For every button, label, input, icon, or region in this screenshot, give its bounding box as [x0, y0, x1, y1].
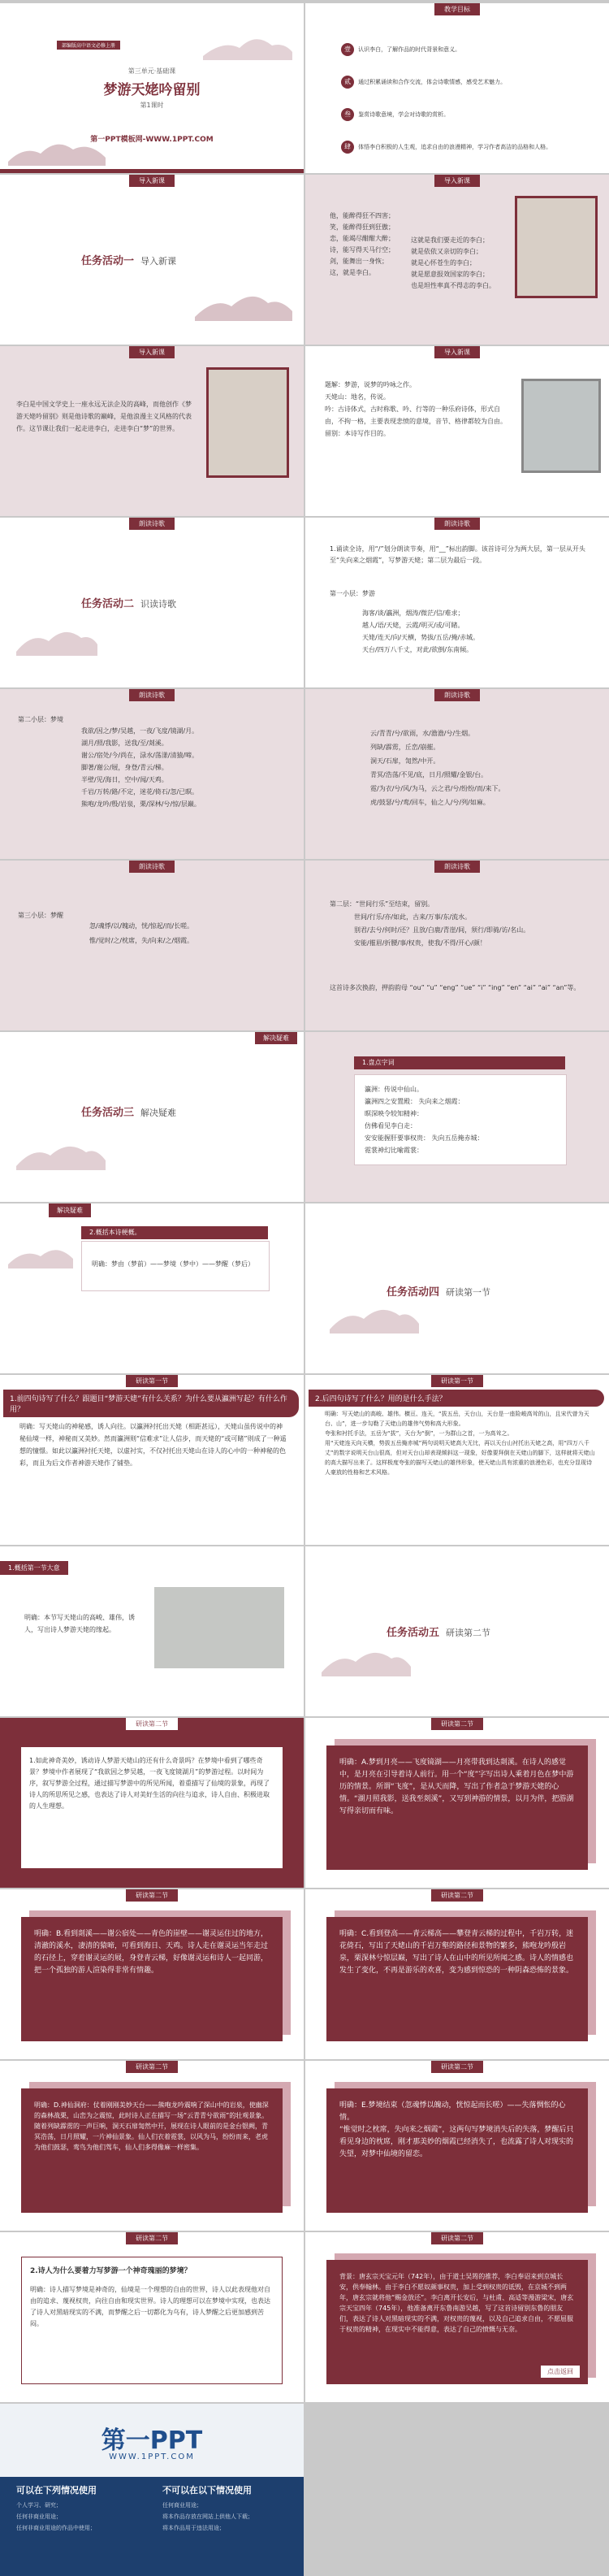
page-subtitle: 第1课时	[140, 102, 164, 109]
reading-lines: 世间/行乐/亦/如此，古来/万事/东/流水。 别君/去兮/何时/还？且放/白鹿/青崖/间，须行/即骑/访/名山。 安能/摧眉/折腰/事/权贵，使我/不得/开心/颜！	[354, 913, 530, 947]
slide-header: 研读第一节	[431, 1375, 483, 1387]
content-card: 2.诗人为什么要着力写梦游一个神奇瑰丽的梦境？ 明确：诗人描写梦境是神奇的，仙境是一个理想的自由的世界，诗人以此表现他对自由的追求、蔑视权贵，向往自由和现实世界。诗人的理想可以在梦境中实现，也表达了诗人对黑暗现实的不满，而梦醒之后一切都化为乌有，诗人梦醒之后更加感到苦闷。	[21, 2257, 283, 2384]
slide-analysis4	[305, 1718, 609, 1888]
slide-analysis2	[305, 1375, 609, 1545]
intro-paragraph: 李白是中国文学史上一座永远无法企及的高峰，而他创作《梦游天姥吟留别》则是他诗歌的巅峰，是他浪漫主义风格的代表作。这节课让我们一起走进李白，走进李白“梦”的世界。	[16, 401, 192, 432]
slide-task4	[305, 1203, 609, 1373]
reading-lines: 云/青青/兮/欲雨，水/澹澹/兮/生烟。 列缺/霹雳，丘峦/崩摧。 洞天/石扉，訇然/中开。 青冥/浩荡/不见/底，日月/照耀/金银/台。 霓/为衣/兮/风/为马，云之君/兮/纷纷/而/来下。 虎/鼓瑟/兮/鸾/回车，仙之人/兮/列/如麻。	[370, 730, 505, 806]
slide-header: 朗读诗歌	[434, 861, 480, 873]
answer-text: 明确：写天姥山的高峻、雄伟。横亘、连天，“拔五岳，天台山，天台是一座险峻高耸的山，且宋代曾为天台、山”，进一步勾勒了天姥山的雄伟气势和高大形象。 夸张和衬托手法，五岳为“拔”，天台为“倒”，一为群山之首，一为高耸之。 用“天姥连天向天横，势拔五岳掩赤城”两句说明天姥高大无比，再以天台山衬托出天姥之高，用“四万八千丈”的数字说明天台山很高，但对天台山却表现倾斜这一现象，好像要拜倒在天姥山的脚下，这样就将天姥山的高大描写出来了。这样极度夸张的描写天姥山的雄伟形象，使天姥山具有浓重的浪漫色彩，也充分显现诗人豪放的性格和艺术风格。	[325, 1411, 595, 1476]
task-title: 任务活动一 导入新课	[81, 255, 177, 267]
reading-lines: 忽/魂悸/以/魄动，恍/惊起/而/长嗟。 惟/觉时/之/枕席，失/向来/之/烟霞。	[89, 922, 194, 944]
question-bar: 2.后四句诗写了什么？用的是什么手法？	[309, 1390, 604, 1407]
slide-header: 教学目标	[434, 3, 480, 15]
slide-analysis3	[0, 1718, 304, 1888]
rhyme-note: 这首诗多次换韵，押韵韵母 “ou” “u” “eng” “ue” “i” “ing” “en” “ai” “ai” “an”等。	[330, 984, 581, 991]
license-panel: 可以在下列情况使用 个人学习、研究； 任何非商业用途； 任何非商业用途的作品中使用； 不可以在以下情况使用 任何商业用途； 将本作品存放在网站上供他人下载； 将本作品用于违法用途；	[0, 2477, 304, 2576]
number-icon: 贰	[341, 76, 354, 89]
slide-header: 导入新课	[129, 175, 175, 187]
slide-header: 解决疑难	[255, 1032, 297, 1044]
section-bar: 2.概括本诗梗概。	[81, 1226, 268, 1239]
main-idea-text: 明确：本节写天姥山的高峻、雄伟，诱人，写出诗人梦游天姥的缘起。	[24, 1614, 135, 1633]
slide-header: 解决疑难	[49, 1203, 91, 1217]
footer-url: 第一PPT模板网-WWW.1PPT.COM	[90, 136, 214, 144]
slide-summary	[0, 1203, 304, 1373]
slide-intro-poem	[305, 175, 609, 345]
content-card: 背景：唐玄宗天宝元年（742年），由于道士吴筠的推荐，李白奉诏来到京城长安，供奉翰林。由于李白不愿奴颜事权贵，加上受到权贵的诋毁，在京城不到两年，唐玄宗就将他“赐金放还”。李白离开长安后，与杜甫、高适等漫游梁宋，唐玄宗天宝四年（745年），他准备离开东鲁南游吴越，写了这首诗留别东鲁的朋友们，表达了诗人对黑暗现实的不满，对权贵的蔑视，以及自己追求自由，不愿屈服于权贵的精神，在现实中不能得意，表达了自己的愤慨与无奈。	[326, 2260, 588, 2384]
slide-intro-text	[0, 346, 304, 516]
number-icon: 叁	[341, 108, 354, 121]
slide-task2	[0, 518, 304, 687]
reading-lines: 海客/谈/瀛洲，烟涛/微茫/信/难求； 越人/语/天姥，云霞/明灭/或/可睹。 天姥/连天/向/天横，势拔/五岳/掩/赤城。 天台/四万八千丈，对此/欲倒/东南倾。	[362, 609, 480, 653]
question-bar: 1.前四句诗写了什么？跟题目“梦游天姥”有什么关系？为什么要从瀛洲写起？有什么作用？	[3, 1390, 299, 1417]
slide-header: 研读第二节	[126, 1889, 178, 1902]
slide-background	[305, 2232, 609, 2402]
slide-reading3	[305, 689, 609, 859]
reading-lines: 我欲/因之/梦/吴越，一夜/飞度/镜湖/月。 湖月/照/我影，送我/至/剡溪。 谢公/宿处/今/尚在，渌水/荡漾/清猿/啼。 脚著/谢公/屐，身登/青云/梯。 半壁/见/海日，空中/闻/天鸡。 千岩/万转/路/不定，迷花/倚石/忽/已暝。 熊咆/龙吟/殷/岩泉，栗/深林/兮/惊/层巅。	[81, 727, 201, 808]
slide-header: 朗读诗歌	[129, 689, 175, 701]
goal-item: 肆 体悟李白积极的人生观，追求自由的浪漫精神，学习作者高洁的品格和人格。	[341, 137, 593, 154]
number-icon: 肆	[341, 141, 354, 154]
answer-text: 明确：写天姥山的神秘感，诱人向往。以瀛洲衬托出天姥（相距甚远），天姥山虽传说中的神秘仙境一样，神秘而又美妙。然而瀛洲则“信难求”让人信步，而天姥的“或可睹”则成了一种遥想的憧憬。如此以瀛洲衬托天姥，以虚衬实，不仅衬托出天姥山在诗人的心中的一种神秘的色彩，而且为后文作者神游天姥作了铺垫。	[19, 1423, 287, 1467]
slide-title	[0, 3, 304, 173]
slide-header: 研读第一节	[126, 1375, 178, 1387]
slide-title-explain	[305, 346, 609, 516]
goal-item: 壹 认识李白，了解作品的时代背景和意义。	[341, 39, 460, 56]
return-button[interactable]: 点击返回	[541, 2366, 580, 2378]
slide-analysis7	[0, 2061, 304, 2231]
slide-analysis1	[0, 1375, 304, 1545]
slide-header: 研读第二节	[126, 2232, 178, 2244]
task-title: 任务活动五 研读第二节	[387, 1627, 491, 1639]
summary-box: 明确：梦由（梦前）——梦境（梦中）——梦醒（梦后）	[81, 1241, 270, 1291]
page-title: 梦游天姥吟留别	[103, 82, 201, 98]
unit-label: 第三单元·基础课	[127, 67, 176, 75]
slide-reading2	[0, 689, 304, 859]
content-card: 明确：A.梦到月亮——飞度镜湖——月亮带我到达剡溪。在诗人的感觉中，是月亮在引导着诗人前行。用一个“度”字写出诗人乘着月色在梦中游历的情景。所谓“飞度”，是从天而降，写出了作者急于梦游天姥的心情。“湖月照我影，送我至剡溪”，又写到神游的情景，以月为伴，把游湖写得亲切而有味。	[326, 1746, 588, 1870]
slide-analysis9	[0, 2232, 304, 2402]
explain-list: 题解：梦游，说梦的吟咏之作。 天姥山：地名，传说。 吟：古诗体式，古时称歌、吟、行等的一种乐府诗体，形式自由，不拘一格，主要表现悲愤的意境，音节、格律都较为自由。 留别：本诗写作目的。	[325, 381, 507, 437]
goal-item: 叁 鉴赏诗歌意境，学会对诗歌的赏析。	[341, 104, 449, 121]
slide-header: 导入新课	[434, 175, 480, 187]
li-bai-portrait	[515, 196, 598, 298]
bottom-stripe	[0, 169, 304, 173]
slide-analysis6	[305, 1889, 609, 2059]
slide-reading4	[0, 861, 304, 1030]
mountain-decoration	[16, 615, 97, 656]
mountain-decoration	[330, 1293, 419, 1334]
slide-reading5	[305, 861, 609, 1030]
reading-sub: 第二小层：梦境	[18, 716, 63, 723]
slide-header: 研读第二节	[126, 2061, 178, 2073]
content-card: 1.如此神奇美妙，诱动诗人梦游天姥山的还有什么奇景吗？在梦境中看到了哪些奇景？梦境中作者展现了“我欲因之梦吴越，一夜飞度镜湖月”的梦游过程。以时间为序，叙写梦游全过程，通过描写梦游中的所见所闻，着重描写了仙境的景象，再现了诗人的所思所见之感，也表达了诗人对美好生活的向往与追求，诗人自由、积极进取的人生理想。	[21, 1747, 283, 1868]
slide-header: 朗读诗歌	[129, 861, 175, 873]
slide-header: 研读第二节	[431, 2232, 483, 2244]
slide-task5	[305, 1546, 609, 1716]
slide-header: 朗读诗歌	[129, 518, 175, 530]
li-bai-portrait	[206, 367, 289, 478]
slide-header: 研读第二节	[431, 2061, 483, 2073]
slide-analysis8	[305, 2061, 609, 2231]
brand-logo: 第一PPT	[101, 2426, 203, 2455]
content-card: 明确：E.梦境结束（忽魂悸以魄动，恍惊起而长嗟）——失落惆怅的心情。 “惟觉时之枕席，失向来之烟霞”，这两句写梦境消失后的失落，梦醒后只看见身边的枕席，刚才那美妙的烟霞已经消失了，也流露了诗人对现实的失望，对梦中仙境的留恋。	[326, 2088, 588, 2213]
landscape-painting	[154, 1587, 284, 1668]
slide-header: 朗读诗歌	[434, 518, 480, 530]
slide-task3	[0, 1032, 304, 1202]
reading-intro: 1.诵读全诗，用“/”划分朗读节奏，用“__”标出韵脚。该首诗可分为两大层，第一层从开头至“失向来之烟霞”，写梦游天姥；第二层为最后一段。	[330, 545, 585, 564]
intro-lines: 他，能醉得狂不四害； 笑，能醉得狂到狂傲； 恋，能竭尽酣酣大醉； 诗，能写得天马行空； 剑，能舞出一身恢； 这，就是李白。	[330, 212, 395, 276]
slide-header: 朗读诗歌	[434, 689, 480, 701]
slide-header: 导入新课	[434, 346, 480, 358]
slide-header: 导入新课	[129, 346, 175, 358]
brand-url: WWW.1PPT.COM	[109, 2452, 195, 2461]
slide-license	[0, 2404, 304, 2576]
slide-header: 研读第二节	[431, 1718, 483, 1730]
mountain-decoration	[16, 1130, 106, 1170]
slide-task1	[0, 175, 304, 345]
goal-item: 贰 通过积累诵读和合作交流，体会诗歌情感，感受艺术魅力。	[341, 72, 506, 89]
content-card: 明确：D.神仙洞府：仗着刚刚美妙天台——熊咆龙吟震响了深山中的岩泉，使幽深的森林战栗，山峦为之震惊，此时诗人正在描写一场“云青青兮欲雨”的壮观景象。随着列缺霹雳的一声巨响，洞天石扉訇然中开，展现在诗人眼前的是金台银阙，青冥浩荡，日月照耀，一片神仙景象。仙人们衣着霓裳，以风为马，纷纷而来，老虎为他们鼓瑟，鸾鸟为他们驾车，仙人们多得像麻一样密集。	[21, 2088, 283, 2213]
reading-sub: 第一小层：梦游	[330, 590, 375, 597]
landscape-painting	[521, 379, 601, 473]
slide-analysis5	[0, 1889, 304, 2059]
mountain-decoration	[322, 1636, 411, 1676]
slide-header: 研读第二节	[431, 1889, 483, 1902]
slide-header: 1.概括第一节大意	[0, 1561, 68, 1575]
task-title: 任务活动二 识读诗歌	[81, 598, 177, 610]
reading-intro: 第二层：“世间行乐”至结束，留别。	[330, 900, 434, 908]
content-card: 明确：B.看到剡溪——谢公宿处——青色的崖壁——谢灵运住过的地方，清澈的溪水，凄清的猿啼，可看到海日、天鸡。诗人走在谢灵运当年走过的石径上，穿着谢灵运的屐，身登青云梯，好像谢灵运和诗人一起同游，把一个孤独的游人渲染得非常有情趣。	[21, 1917, 283, 2041]
content-card: 明确：C.看到登高——青云梯高——攀登青云梯的过程中，千岩万转，迷花倚石，写出了天姥山的千岩万壑的路径和景物的繁多，熊咆龙吟殷岩泉，栗深林兮惊层巅，写出了诗人在山中的所见所闻之感。诗人的情感也发生了变化，不再是游乐的欢喜，变为感到惊恐的一种阴森恐怖的景象。	[326, 1917, 588, 2041]
section-bar: 1.盘点字词	[354, 1056, 565, 1069]
vocab-box: 瀛洲：传说中仙山。 瀛洲四之安置殿： 失向来之烟霞： 暝深映令较知精神： 仿佛看见李白走： 安安能握肝要事权贵： 失向五岳掩赤城： 霓裳神幻比喻霞裳：	[354, 1074, 567, 1165]
task-title: 任务活动三 解决疑难	[81, 1107, 177, 1119]
slide-reading1	[305, 518, 609, 687]
intro-lines-2: 这就是我们要走近的李白； 就是依依又亲切的李白； 就是心怀苍生的李白； 就是愿意报效国家的李白； 也是坦性率真不得志的李白。	[411, 236, 495, 289]
number-icon: 壹	[341, 43, 354, 56]
slide-main-idea	[0, 1546, 304, 1716]
slide-header: 研读第二节	[126, 1718, 178, 1730]
slide-goals	[305, 3, 609, 173]
mountain-decoration	[203, 28, 292, 60]
reading-sub: 第三小层：梦醒	[18, 912, 63, 919]
task-title: 任务活动四 研读第一节	[387, 1286, 491, 1299]
course-badge: 部编版高中语文必修上册	[57, 41, 120, 50]
mountain-decoration	[8, 1236, 73, 1268]
slide-vocab	[305, 1032, 609, 1202]
mountain-decoration	[8, 125, 106, 166]
mountain-decoration	[195, 280, 292, 321]
